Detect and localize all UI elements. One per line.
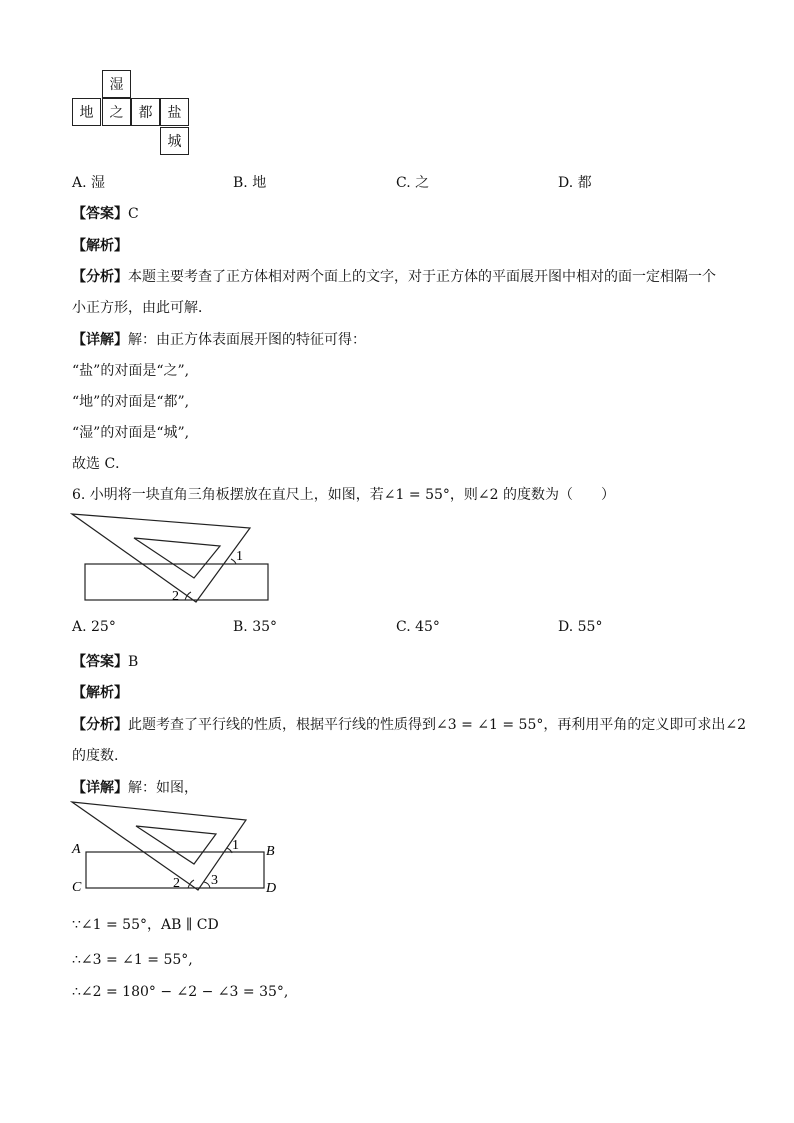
angle-3-label: 3 [211, 873, 218, 888]
net-cell-3: 都 [131, 98, 160, 126]
q6-option-d: D. 55° [558, 619, 603, 635]
q6-fenxi [72, 714, 746, 734]
q6-detail-figure [70, 800, 290, 900]
q6-detail [72, 777, 198, 797]
q6-option-b: B. 35° [233, 619, 278, 635]
q5-option-a: A. 湿 [72, 175, 106, 191]
triangle-inner [136, 826, 216, 864]
angle-2-label: 2 [172, 589, 179, 604]
triangle-outer [72, 802, 246, 890]
q6-analysis-tag: 【解析】 [72, 685, 128, 701]
answer-value: B [128, 654, 139, 670]
label-b: B [266, 844, 275, 859]
q5-fenxi [72, 266, 716, 286]
net-cell-bottom: 城 [160, 127, 189, 155]
fenxi-text: 此题考查了平行线的性质，根据平行线的性质得到∠3 = ∠1 = 55°，再利用平角的定义即可求出∠2 [128, 717, 746, 733]
q5-analysis-tag: 【解析】 [72, 238, 128, 254]
q6-step-3: ∴∠2 = 180° − ∠2 − ∠3 = 35°, [72, 984, 289, 1000]
answer-tag: 【答案】 [72, 206, 128, 222]
q6-fenxi-cont: 的度数. [72, 748, 119, 764]
q6-option-c: C. 45° [396, 619, 440, 635]
q5-option-b: B. 地 [233, 175, 267, 191]
angle-3-arc [204, 882, 210, 888]
triangle-inner [134, 538, 220, 578]
answer-tag: 【答案】 [72, 654, 128, 670]
angle-1-label: 1 [232, 838, 239, 853]
detail-tag: 【详解】 [72, 780, 128, 796]
detail-tag: 【详解】 [72, 332, 128, 348]
label-a: A [72, 842, 81, 857]
q5-option-d: D. 都 [558, 175, 592, 191]
fenxi-tag: 【分析】 [72, 269, 128, 285]
fenxi-tag: 【分析】 [72, 717, 128, 733]
q6-step-2: ∴∠3 = ∠1 = 55°, [72, 952, 193, 968]
q6-figure [70, 512, 280, 606]
q5-option-c: C. 之 [396, 175, 430, 191]
triangle-outer [72, 514, 250, 602]
net-cell-top: 湿 [102, 70, 131, 98]
label-d: D [266, 881, 277, 896]
q5-line-1: “盐”的对面是“之”, [72, 363, 190, 379]
q6-step-1: ∵∠1 = 55°，AB ∥ CD [72, 917, 219, 933]
q5-line-3: “湿”的对面是“城”, [72, 425, 190, 441]
detail-text: 解：由正方体表面展开图的特征可得： [128, 332, 366, 348]
q5-detail [72, 329, 366, 349]
q5-fenxi-cont: 小正方形，由此可解． [72, 300, 212, 316]
net-cell-4: 盐 [160, 98, 189, 126]
angle-1-label: 1 [236, 549, 243, 564]
fenxi-text: 本题主要考查了正方体相对两个面上的文字，对于正方体的平面展开图中相对的面一定相隔一个 [128, 269, 716, 285]
answer-value: C [128, 206, 139, 222]
q5-answer [72, 203, 139, 223]
q5-conclusion: 故选 C． [72, 456, 130, 472]
q6-option-a: A. 25° [72, 619, 116, 635]
label-c: C [72, 880, 82, 895]
q6-answer [72, 651, 138, 671]
q5-line-2: “地”的对面是“都”, [72, 394, 190, 410]
detail-text: 解：如图， [128, 780, 198, 796]
net-cell-1: 地 [72, 98, 101, 126]
q6-stem: 6. 小明将一块直角三角板摆放在直尺上，如图，若∠1 = 55°，则∠2 的度数为（ ） [72, 487, 615, 503]
angle-2-label: 2 [173, 876, 180, 891]
net-cell-2: 之 [102, 98, 131, 126]
